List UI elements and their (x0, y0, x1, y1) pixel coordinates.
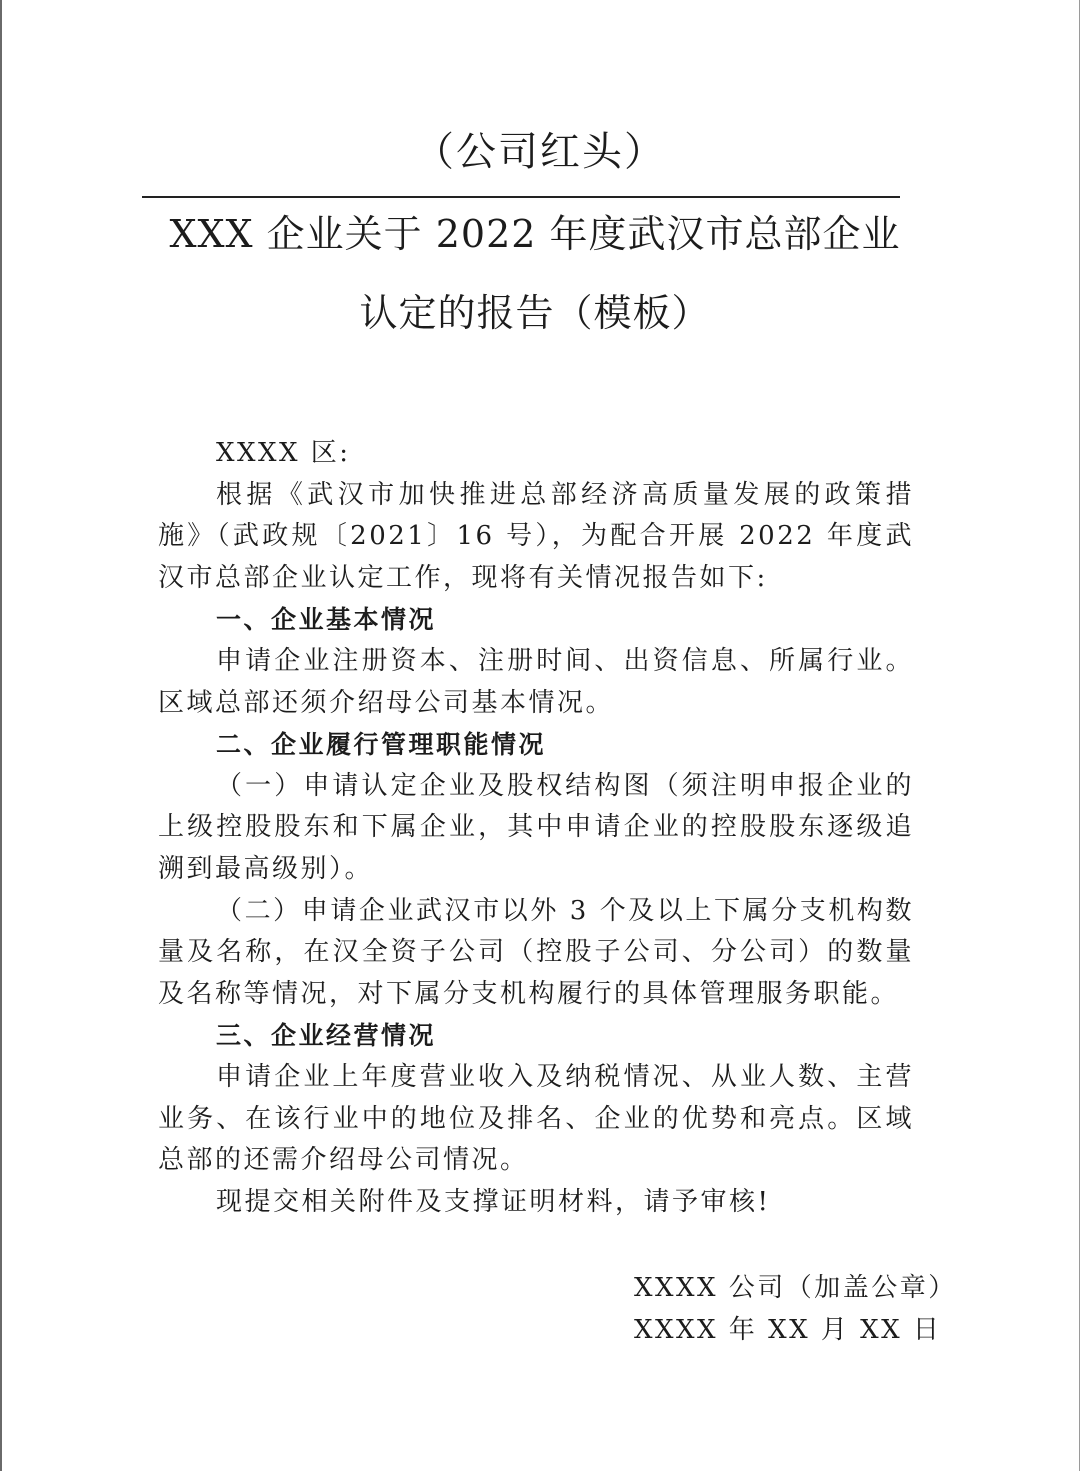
document-title-line2: 认定的报告（模板） (359, 291, 711, 335)
section3-heading: 三、企业经营情况 (216, 1021, 437, 1051)
section2-item1: （一）申请认定企业及股权结构图（须注明申报企业的上级控股股东和下属企业，其中申请企业的控股股东逐级追溯到最高级别）。 (158, 770, 914, 884)
intro-paragraph: 根据《武汉市加快推进总部经济高质量发展的政策措施》（武政规〔2021〕16 号），为配合开展 2022 年度武汉市总部企业认定工作，现将有关情况报告如下: (158, 479, 914, 593)
letterhead-rule (142, 196, 900, 198)
section1-paragraph: 申请企业注册资本、注册时间、出资信息、所属行业。区域总部还须介绍母公司基本情况。 (158, 645, 914, 718)
letterhead: （公司红头） (414, 129, 666, 175)
signature-company: XXXX 公司（加盖公章） (634, 1273, 957, 1303)
closing-paragraph: 现提交相关附件及支撑证明材料，请予审核! (216, 1186, 771, 1217)
document-body (158, 433, 914, 1223)
section3-paragraph: 申请企业上年度营业收入及纳税情况、从业人数、主营业务、在该行业中的地位及排名、企业的优势和亮点。区域总部的还需介绍母公司情况。 (158, 1061, 914, 1176)
salutation: XXXX 区: (216, 438, 351, 468)
section2-heading: 二、企业履行管理职能情况 (216, 730, 547, 760)
document-title-line1: XXX 企业关于 2022 年度武汉市总部企业 (169, 212, 901, 256)
section1-heading: 一、企业基本情况 (216, 605, 437, 635)
signature-date: XXXX 年 XX 月 XX 日 (634, 1315, 942, 1345)
section2-item2: （二）申请企业武汉市以外 3 个及以上下属分支机构数量及名称，在汉全资子公司（控股子公司、分公司）的数量及名称等情况，对下属分支机构履行的具体管理服务职能。 (158, 895, 914, 1009)
